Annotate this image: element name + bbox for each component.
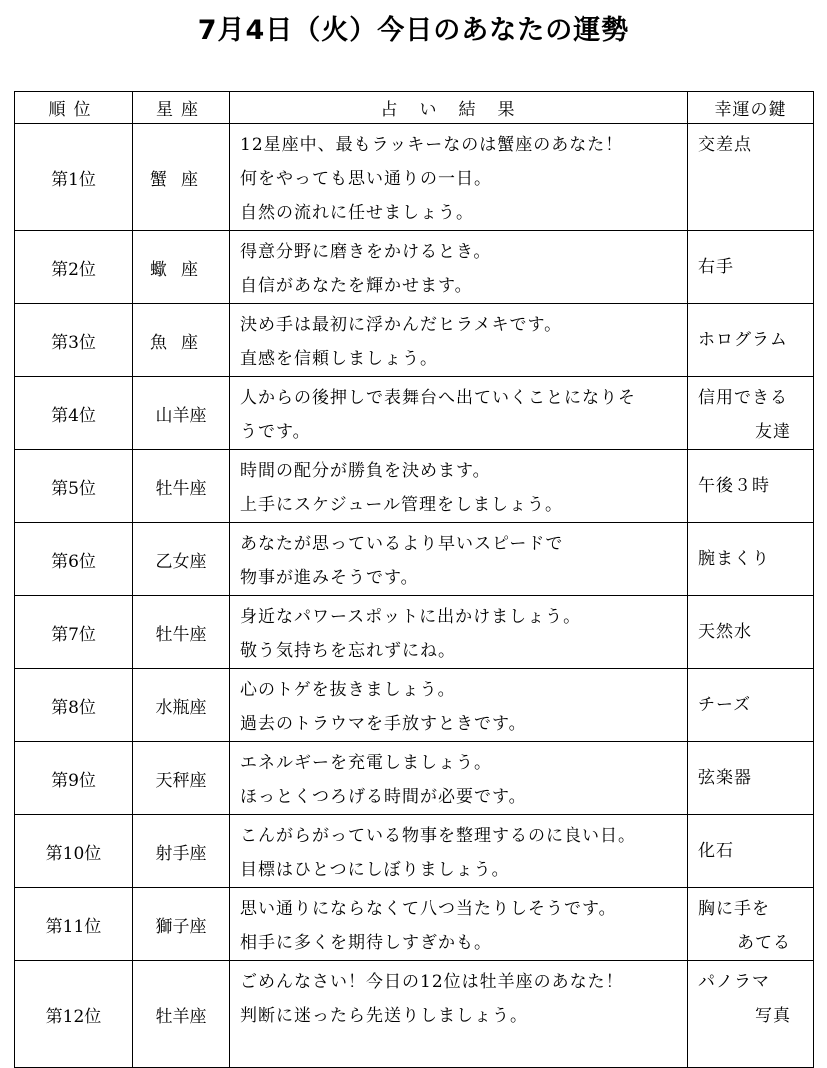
- lucky-key-cell: [688, 450, 814, 523]
- lucky-key-cell: [688, 742, 814, 815]
- result-cell: [230, 377, 688, 450]
- lucky-key-line: 交差点: [698, 135, 752, 155]
- lucky-key-cell: [688, 304, 814, 377]
- rank-cell: 第10位: [15, 815, 133, 888]
- result-line: 敬う気持ちを忘れずにね。: [240, 641, 456, 661]
- lucky-key-cell: [688, 377, 814, 450]
- header-result: 占い結果: [230, 92, 688, 124]
- lucky-key-cell: [688, 231, 814, 304]
- result-line: 人からの後押しで表舞台へ出ていくことになりそ: [240, 388, 636, 408]
- rank-cell: 第5位: [15, 450, 133, 523]
- header-lucky: 幸運の鍵: [688, 92, 814, 124]
- rank-cell: 第9位: [15, 742, 133, 815]
- lucky-key-line: 化石: [698, 841, 734, 861]
- table-row: [15, 596, 814, 669]
- rank-cell: 第1位: [15, 124, 133, 231]
- sign-cell: 水瓶座: [133, 669, 230, 742]
- result-line: うです。: [240, 422, 311, 442]
- result-line: こんがらがっている物事を整理するのに良い日。: [240, 826, 636, 846]
- lucky-key-line: パノラマ: [698, 972, 770, 992]
- result-line: 心のトゲを抜きましょう。: [240, 680, 456, 700]
- result-cell: [230, 304, 688, 377]
- result-line: 時間の配分が勝負を決めます。: [240, 461, 491, 481]
- result-cell: [230, 961, 688, 1068]
- table-row: [15, 815, 814, 888]
- sign-cell: 獅子座: [133, 888, 230, 961]
- page-title: 7月4日（火）今日のあなたの運勢: [197, 15, 630, 46]
- sign-cell: 牡牛座: [133, 596, 230, 669]
- sign-cell: 牡羊座: [133, 961, 230, 1068]
- result-line: 何をやっても思い通りの一日。: [240, 169, 492, 189]
- result-line: 物事が進みそうです。: [240, 568, 419, 588]
- rank-cell: 第4位: [15, 377, 133, 450]
- rank-cell: 第11位: [15, 888, 133, 961]
- rank-cell: 第6位: [15, 523, 133, 596]
- sign-cell: 天秤座: [133, 742, 230, 815]
- result-line: 自然の流れに任せましょう。: [240, 203, 474, 223]
- sign-cell: 射手座: [133, 815, 230, 888]
- lucky-key-cell: [688, 961, 814, 1068]
- result-line: 相手に多くを期待しすぎかも。: [240, 933, 492, 953]
- result-cell: [230, 742, 688, 815]
- result-line: 目標はひとつにしぼりましょう。: [240, 860, 510, 880]
- fortune-table: [14, 91, 814, 1068]
- lucky-key-line: 午後３時: [698, 476, 770, 496]
- table-row: [15, 304, 814, 377]
- lucky-key-line: 弦楽器: [698, 768, 752, 788]
- lucky-key-cell: [688, 669, 814, 742]
- rank-cell: 第7位: [15, 596, 133, 669]
- sign-cell: 山羊座: [133, 377, 230, 450]
- table-row: [15, 961, 814, 1068]
- sign-cell: 魚座: [133, 304, 230, 377]
- lucky-key-line: 右手: [698, 257, 734, 277]
- lucky-key-line: ホログラム: [698, 330, 788, 350]
- result-cell: [230, 669, 688, 742]
- lucky-key-cell: [688, 596, 814, 669]
- lucky-key-line: 胸に手を: [698, 899, 770, 919]
- result-cell: [230, 124, 688, 231]
- table-row: [15, 669, 814, 742]
- result-line: ほっとくつろげる時間が必要です。: [240, 787, 527, 807]
- sign-cell: 牡牛座: [133, 450, 230, 523]
- sign-cell: 乙女座: [133, 523, 230, 596]
- lucky-key-line: 写真: [755, 1006, 791, 1026]
- result-line: エネルギーを充電しましょう。: [240, 753, 492, 773]
- sign-cell: 蟹座: [133, 124, 230, 231]
- result-cell: [230, 888, 688, 961]
- table-row: [15, 742, 814, 815]
- lucky-key-line: 腕まくり: [698, 549, 770, 569]
- result-cell: [230, 815, 688, 888]
- lucky-key-cell: [688, 124, 814, 231]
- rank-cell: 第2位: [15, 231, 133, 304]
- table-row: [15, 523, 814, 596]
- result-line: 12星座中、最もラッキーなのは蟹座のあなた！: [240, 135, 624, 155]
- result-line: 過去のトラウマを手放すときです。: [240, 714, 527, 734]
- table-row: [15, 231, 814, 304]
- result-line: あなたが思っているより早いスピードで: [240, 534, 564, 554]
- rank-cell: 第3位: [15, 304, 133, 377]
- table-row: [15, 377, 814, 450]
- lucky-key-cell: [688, 523, 814, 596]
- result-line: 上手にスケジュール管理をしましょう。: [240, 495, 563, 515]
- result-line: ごめんなさい！今日の12位は牡羊座のあなた！: [240, 972, 624, 992]
- lucky-key-cell: [688, 888, 814, 961]
- result-line: 得意分野に磨きをかけるとき。: [240, 242, 492, 262]
- result-cell: [230, 450, 688, 523]
- lucky-key-cell: [688, 815, 814, 888]
- result-line: 決め手は最初に浮かんだヒラメキです。: [240, 315, 563, 335]
- lucky-key-line: 天然水: [698, 622, 752, 642]
- result-cell: [230, 596, 688, 669]
- result-line: 身近なパワースポットに出かけましょう。: [240, 607, 582, 627]
- header-rank: 順位: [15, 92, 133, 124]
- table-row: [15, 888, 814, 961]
- result-line: 判断に迷ったら先送りしましょう。: [240, 1006, 528, 1026]
- lucky-key-line: チーズ: [698, 695, 752, 715]
- result-cell: [230, 523, 688, 596]
- lucky-key-line: 信用できる: [698, 388, 788, 408]
- result-line: 直感を信頼しましょう。: [240, 349, 438, 369]
- table-header-row: [15, 92, 814, 124]
- result-line: 思い通りにならなくて八つ当たりしそうです。: [240, 899, 617, 919]
- lucky-key-line: あてる: [737, 933, 791, 953]
- table-row: [15, 124, 814, 231]
- rank-cell: 第12位: [15, 961, 133, 1068]
- header-sign: 星座: [133, 92, 230, 124]
- result-line: 自信があなたを輝かせます。: [240, 276, 473, 296]
- rank-cell: 第8位: [15, 669, 133, 742]
- result-cell: [230, 231, 688, 304]
- sign-cell: 蠍座: [133, 231, 230, 304]
- table-row: [15, 450, 814, 523]
- lucky-key-line: 友達: [755, 422, 791, 442]
